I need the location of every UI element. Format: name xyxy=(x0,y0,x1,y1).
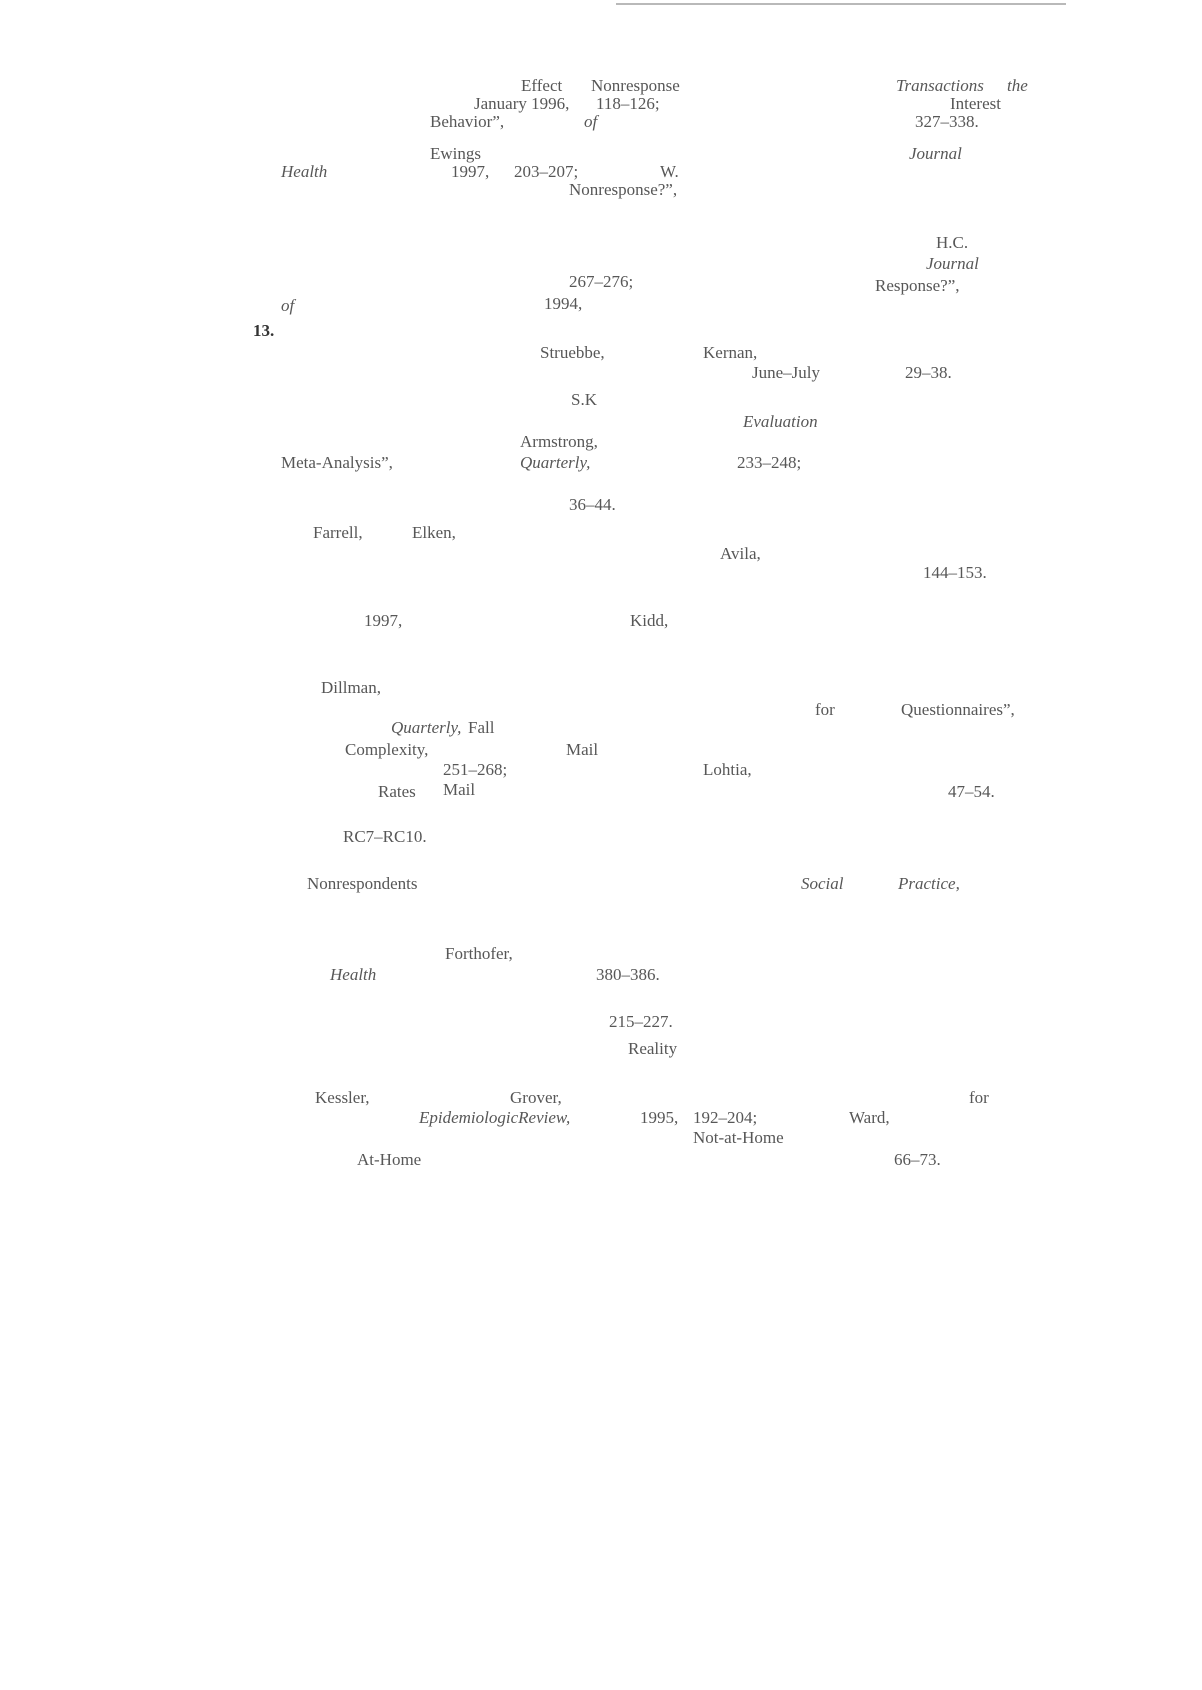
word: Effect xyxy=(521,76,563,95)
word: 327–338. xyxy=(915,112,979,131)
word: Not-at-Home xyxy=(693,1128,784,1147)
word: W. xyxy=(660,162,679,181)
word: Lohtia, xyxy=(703,760,752,779)
word: Mail xyxy=(566,740,599,759)
word: for xyxy=(815,700,835,719)
word: Kernan, xyxy=(703,343,758,362)
word: Kidd, xyxy=(630,611,669,630)
word: Nonresponse?”, xyxy=(569,180,678,199)
word: 251–268; xyxy=(443,760,508,779)
reference-number: 13. xyxy=(253,321,275,340)
word: Social xyxy=(801,874,844,893)
word: Mail xyxy=(443,780,476,799)
word: Armstrong, xyxy=(520,432,598,451)
word: Rates xyxy=(378,782,416,801)
word: Struebbe, xyxy=(540,343,605,362)
word: Questionnaires”, xyxy=(901,700,1015,719)
word: Forthofer, xyxy=(445,944,513,963)
word: Complexity, xyxy=(345,740,429,759)
word: of xyxy=(281,296,295,315)
word: Health xyxy=(330,965,377,984)
word: 380–386. xyxy=(596,965,660,984)
word: Transactions xyxy=(896,76,984,95)
word: Quarterly, xyxy=(391,718,462,737)
word: Meta-Analysis”, xyxy=(281,453,393,472)
word: S.K xyxy=(571,390,597,409)
word: Health xyxy=(281,162,328,181)
top-edge-line xyxy=(616,3,1066,5)
word: Response?”, xyxy=(875,276,960,295)
word: H.C. xyxy=(936,233,969,252)
word: Interest xyxy=(950,94,1001,113)
word: Ward, xyxy=(849,1108,890,1127)
word: Ewings xyxy=(430,144,481,163)
word: RC7–RC10. xyxy=(343,827,427,846)
word: 118–126; xyxy=(596,94,660,113)
word: the xyxy=(1007,76,1028,95)
word: Nonrespondents xyxy=(307,874,418,893)
word: 1994, xyxy=(544,294,583,313)
word: 203–207; xyxy=(514,162,579,181)
word: 215–227. xyxy=(609,1012,673,1031)
word: 267–276; xyxy=(569,272,634,291)
word: 192–204; xyxy=(693,1108,758,1127)
word: of xyxy=(584,112,598,131)
word: 1995, xyxy=(640,1108,679,1127)
word: Behavior”, xyxy=(430,112,505,131)
word: 1997, xyxy=(364,611,403,630)
word: Journal xyxy=(909,144,962,163)
word: Journal xyxy=(926,254,979,273)
word: Nonresponse xyxy=(591,76,680,95)
word: Quarterly, xyxy=(520,453,591,472)
word: Reality xyxy=(628,1039,678,1058)
word: Elken, xyxy=(412,523,456,542)
word: Dillman, xyxy=(321,678,381,697)
word: 36–44. xyxy=(569,495,616,514)
word: 66–73. xyxy=(894,1150,941,1169)
word: for xyxy=(969,1088,989,1107)
word: 29–38. xyxy=(905,363,952,382)
word: 144–153. xyxy=(923,563,987,582)
word: Kessler, xyxy=(315,1088,370,1107)
word: January 1996, xyxy=(474,94,570,113)
word: Grover, xyxy=(510,1088,562,1107)
word: EpidemiologicReview, xyxy=(419,1108,571,1127)
word: Practice, xyxy=(898,874,960,893)
word: Fall xyxy=(468,718,495,737)
word: Avila, xyxy=(720,544,761,563)
word: Farrell, xyxy=(313,523,363,542)
word: At-Home xyxy=(357,1150,422,1169)
word: 233–248; xyxy=(737,453,802,472)
word: Evaluation xyxy=(743,412,818,431)
word: 1997, xyxy=(451,162,490,181)
word: 47–54. xyxy=(948,782,995,801)
word: June–July xyxy=(752,363,820,382)
